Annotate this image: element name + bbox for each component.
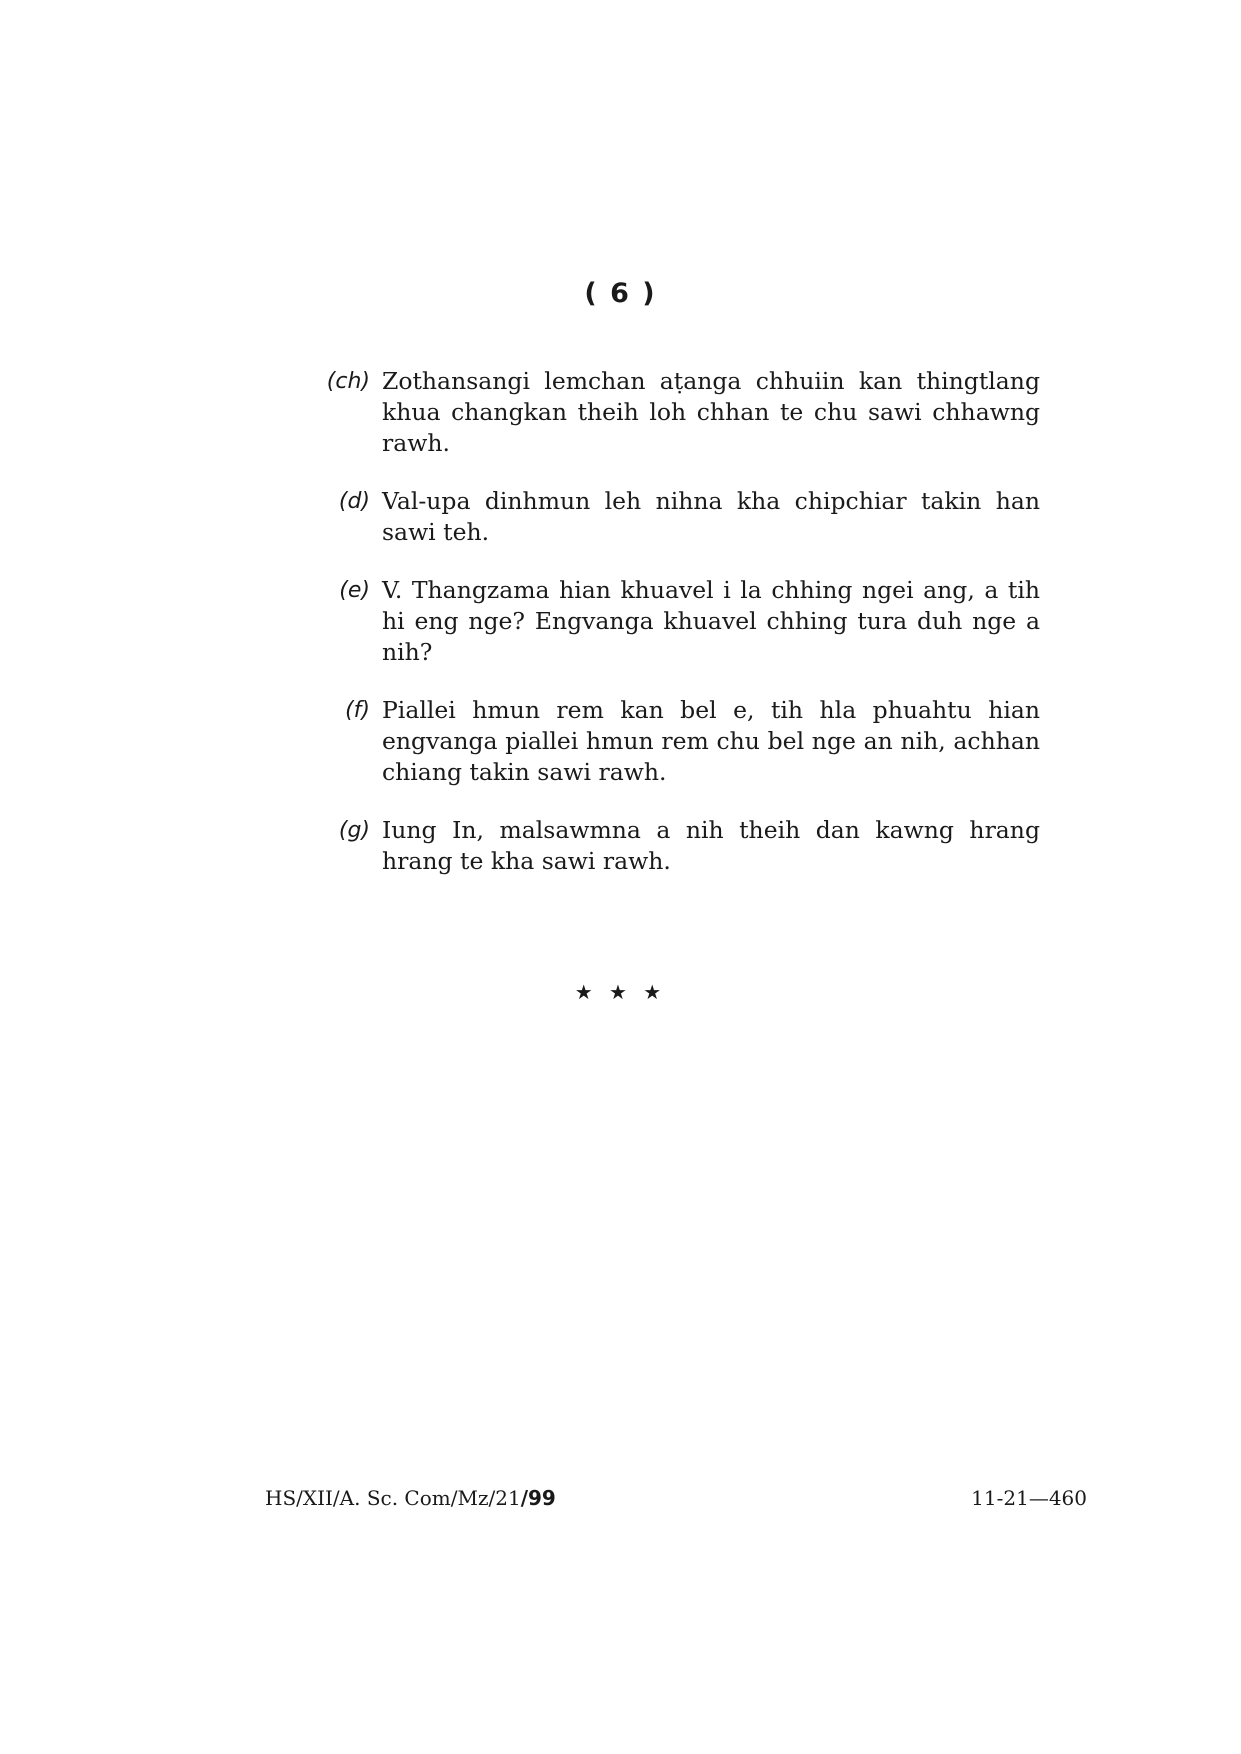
question-item — [310, 815, 1040, 877]
question-text: Val-upa dinhmun leh nihna kha chipchiar takin han sawi teh. — [382, 487, 1040, 546]
question-item — [310, 366, 1040, 459]
question-text: Iung In, malsawmna a nih theih dan kawng hrang hrang te kha sawi rawh. — [382, 816, 1040, 875]
question-label: (g) — [338, 818, 370, 843]
question-item — [310, 486, 1040, 548]
page-number: ( 6 ) — [584, 278, 657, 309]
question-list — [310, 366, 1040, 904]
question-item — [310, 575, 1040, 668]
question-label: (e) — [339, 578, 370, 603]
question-text: V. Thangzama hian khuavel i la chhing ngei ang, a tih hi eng nge? Engvanga khuavel chhing tura duh nge a nih? — [382, 576, 1040, 666]
paper-code-prefix: HS/XII/A. Sc. Com/Mz/21 — [265, 1486, 521, 1510]
paper-code-suffix: /99 — [520, 1486, 556, 1510]
question-label: (f) — [345, 698, 370, 723]
question-label: (ch) — [326, 369, 370, 394]
end-of-paper-stars: ★ ★ ★ — [574, 980, 667, 1004]
question-item — [310, 695, 1040, 788]
question-text: Zothansangi lemchan aṭanga chhuiin kan thingtlang khua changkan theih loh chhan te chu sawi chhawng rawh. — [382, 367, 1040, 457]
print-code: 11-21—460 — [971, 1486, 1087, 1510]
question-text: Piallei hmun rem kan bel e, tih hla phuahtu hian engvanga piallei hmun rem chu bel nge an nih, achhan chiang takin sawi rawh. — [382, 696, 1040, 786]
question-label: (d) — [338, 489, 370, 514]
page-footer — [265, 1486, 1087, 1510]
paper-code — [265, 1486, 556, 1510]
